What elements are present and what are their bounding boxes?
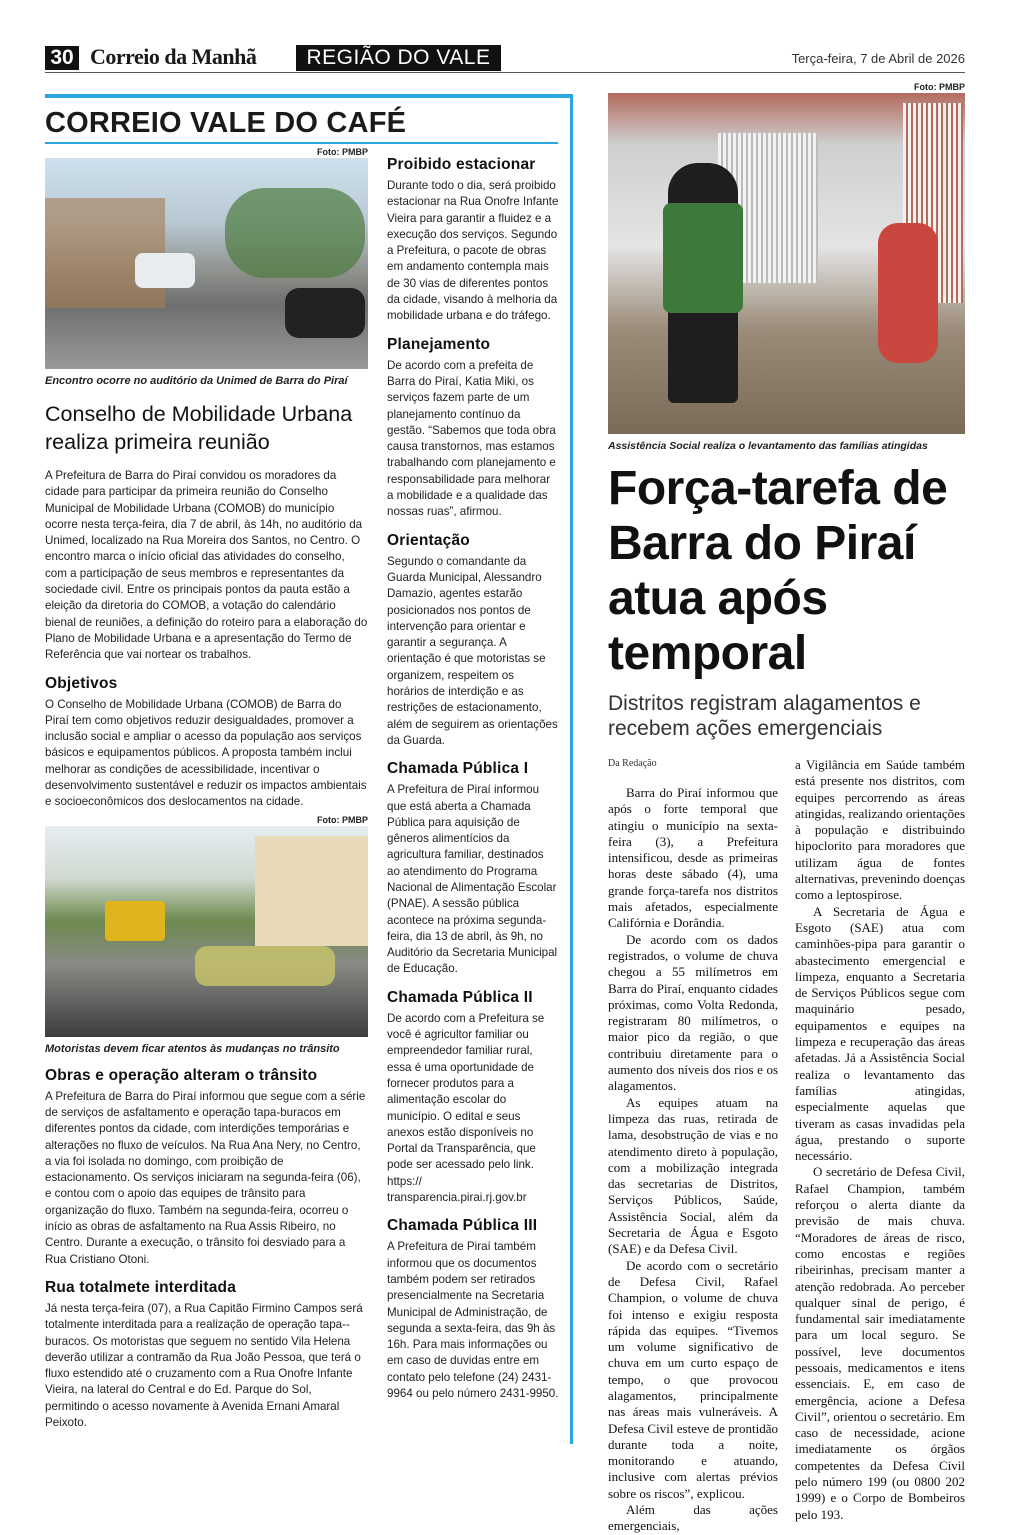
obras-text: A Prefeitura de Barra do Piraí informou que segue com a série de serviços de asfaltamento e operação tapa-buracos em diferentes pontos da cidade, com interdições temporárias e alterações no fluxo de veículos. Na Rua Ana Nery, no Centro, a via foi isolada no domingo, com proibição de estacionamento. Os serviços iniciaram na segunda-feira (06), e contou com o apoio das equipes de trânsito para organização do fluxo. Também na segunda-feira, ocorreu o início as obras de asfaltamento na Rua Assis Ribeiro, no Centro. Durante a execução, o trânsito foi desviado para a Rua Cristiano Otoni. (45, 1089, 366, 1266)
photo-credit: Foto: PMBP (317, 814, 368, 825)
paragraph: As equipes atuam na limpeza das ruas, retirada de lama, desobstrução de vias e no atendimento direto à população, com a mobilização integrada das secretarias de Distritos, Serviços Públicos, Saúde, Assistência Social, além da Secretaria de Água e Esgoto (SAE) e da Defesa Civil. (608, 1094, 778, 1257)
section-title: Orientação (387, 531, 470, 549)
section-title: Chamada Pública II (387, 988, 533, 1006)
article-column-1 (608, 757, 778, 1535)
section-text: De acordo com a Prefeitura se você é agricultor familiar ou empreendedor familiar rural, essa é uma oportunidade de fornecer produtos para a alimentação escolar do município. O edital e seus anexos estão disponíveis no Portal da Transparência, que pode ser acessado pelo link. https:// transparencia.pirai.rj.gov.br (387, 1011, 545, 1205)
left-column (45, 147, 368, 1431)
road-works-photo (45, 826, 368, 1037)
subheading-rua: Rua totalmete interditada (45, 1278, 237, 1296)
section-chamada-2 (387, 988, 559, 1207)
header-divider (45, 72, 965, 73)
byline: Da Redação (608, 758, 657, 769)
subheading-obras: Obras e operação alteram o trânsito (45, 1066, 318, 1084)
photo-caption: Motoristas devem ficar atentos às mudanças no trânsito (45, 1042, 340, 1055)
section-title: Planejamento (387, 335, 491, 353)
box-border-right (570, 94, 573, 1444)
box-title-underline (45, 142, 558, 144)
objetivos-text: O Conselho de Mobilidade Urbana (COMOB) de Barra do Piraí tem como objetivos reduzir desigualdades, promover a inclusão social e ampliar o acesso da população aos serviços básicos e equipamentos públicos. A proposta também inclui melhorar as condições de acessibilidade, incentivar o desenvolvimento sustentável e reduzir os impactos ambientais e socioeconômicos dos deslocamentos na cidade. (45, 697, 367, 809)
rua-text: Já nesta terça-feira (07), a Rua Capitão Firmino Campos será totalmente interditada para a realização de operação tapa--buracos. Os motoristas que seguem no sentido Vila Helena deverão utilizar a contramão da Rua João Pessoa, que terá o fluxo estendido até o cruzamento com a Rua Onofre Infante Vieira, na lateral do Central e do Ed. Parque do Sol, permitindo o acesso novamente à Avenida Ernani Amaral Peixoto. (45, 1301, 363, 1429)
article-body (608, 757, 965, 1535)
street-traffic-photo (45, 158, 368, 369)
section-text: A Prefeitura de Piraí também informou que os documentos também podem ser retirados presencialmente na Secretaria Municipal de Administração, de segunda a sexta-feira, das 9h às 16h. Para mais informações ou em caso de duvidas entre em contato pelo telefone (24) 2431-9964 ou pelo número 2431-9950. (387, 1240, 559, 1400)
section-title: Chamada Pública I (387, 760, 529, 778)
photo-caption: Encontro ocorre no auditório da Unimed de Barra do Piraí (45, 375, 348, 387)
box-border-top (45, 94, 573, 98)
photo-credit: Foto: PMBP (317, 147, 368, 157)
section-title: Chamada Pública III (387, 1217, 538, 1235)
section-proibido (387, 155, 559, 325)
section-title: Proibido estacionar (387, 156, 536, 173)
photo-caption: Assistência Social realiza o levantamento das famílias atingidas (608, 440, 928, 452)
section-orientacao (387, 531, 559, 750)
section-label: REGIÃO DO VALE (296, 45, 501, 71)
paragraph: Além das ações emergenciais, (608, 1502, 778, 1534)
paragraph: O secretário de Defesa Civil, Rafael Champion, também reforçou o alerta diante da previsão de mais chuva. “Moradores de áreas de risco, como encostas e regiões ribeirinhas, precisam manter a atenção redobrada. Ao perceber qualquer sinal de perigo, é fundamental sair imediatamente para um local seguro. Se possível, leve documentos pessoais, medicamentos e itens essenciais. E, em caso de emergência, acione a Defesa Civil”, orientou o secretário. Em caso de necessidade, acione imediatamente os órgãos competentes da Defesa Civil pelo número 199 (ou 0800 202 1999) e o Corpo de Bombeiros pelo 193. (795, 1164, 965, 1522)
main-headline: Força-tarefa de Barra do Piraí atua após temporal (608, 462, 948, 680)
section-chamada-1 (387, 759, 559, 978)
article-intro: A Prefeitura de Barra do Piraí convidou os moradores da cidade para participar da primeira reunião do Conselho Municipal de Mobilidade Urbana (COMOB) do município ocorre nesta terça-feira, dia 7 de abril, às 14h, no auditório da Unimed, localizado na Rua Moreira dos Santos, no Centro. O encontro marca o início oficial das atividades do conselho, com a participação de seus membros e representantes da sociedade civil. Entre os principais pontos da pauta estão a eleição da diretoria do COMOB, a votação do calendário bienal de reuniões, a definição do roteiro para a elaboração do Plano de Mobilidade Urbana e a apresentação do Termo de Referência que vai nortear os trabalhos. (45, 469, 368, 662)
box-title: CORREIO VALE DO CAFÉ (45, 107, 407, 139)
section-text: A Prefeitura de Piraí informou que está aberta a Chamada Pública para aquisição de gêneros alimentícios da agricultura familiar, destinados ao atendimento do Programa Nacional de Alimentação Escolar (PNAE). A sessão pública acontece na próxima segunda-feira, dia 13 de abril, às 9h, no Auditório da Secretaria Municipal de Educação. (387, 783, 558, 976)
paragraph: a Vigilância em Saúde também está presente nos distritos, com equipes percorrendo as áreas atingidas, realizando orientações à população e distribuindo hipoclorito para moradores que utilizam água de fontes alternativas, prevenindo doenças como a leptospirose. (795, 757, 966, 903)
paragraph: Barra do Piraí informou que após o forte temporal que atingiu o município na sexta-feira (3), a Prefeitura intensificou, desde as primeiras horas deste sábado (4), uma grande força-tarefa nos distritos mais afetados, especialmente Califórnia e Dorândia. (608, 785, 778, 931)
paragraph: A Secretaria de Água e Esgoto (SAE) atua com caminhões-pipa para garantir o abastecimento emergencial e limpeza, enquanto a Secretaria de Serviços Públicos segue com maquinário pesado, equipamentos e equipes na limpeza e recuperação das áreas afetadas. Já a Assistência Social realiza o levantamento das famílias atingidas, especialmente aquelas que tiveram as casas invadidas pela água, prestando o suporte necessário. (795, 903, 965, 1164)
paragraph: De acordo com o secretário de Defesa Civil, Rafael Champion, o volume de chuva foi intenso e exigiu resposta rápida das equipes. “Tivemos um volume significativo de chuva em um curto espaço de tempo, o que provocou alagamentos, principalmente nas áreas mais vulneráveis. A Defesa Civil esteve de prontidão durante toda a noite, monitorando e atuando, inclusive com alertas prévios sobre os riscos”, explicou. (608, 1257, 778, 1501)
social-assistance-photo (608, 93, 965, 434)
section-text: Durante todo o dia, será proibido estacionar na Rua Onofre Infante Vieira para garantir a fluidez e a execução dos serviços. Segundo a Prefeitura, o pacote de obras em andamento contempla mais de 30 vias de diferentes pontos da cidade, visando à melhoria da mobilidade urbana e do tráfego. (387, 179, 559, 323)
masthead-logo: Correio da Manhã (90, 44, 257, 69)
paragraph: De acordo com os dados registrados, o volume de chuva chegou a 55 milímetros em Barra do Piraí, enquanto cidades próximas, como Volta Redonda, registraram 80 milímetros, o maior pico da região, o que contribuiu diretamente para o aumento dos níveis dos rios e os alagamentos. (608, 931, 778, 1094)
main-subheadline: Distritos registram alagamentos e recebem ações emergenciais (608, 692, 921, 740)
main-article (608, 82, 965, 1535)
article-headline: Conselho de Mobilidade Urbana realiza primeira reunião (45, 402, 353, 454)
article-column-2 (795, 757, 965, 1535)
middle-column (387, 155, 559, 1402)
section-planejamento (387, 335, 559, 521)
issue-date: Terça-feira, 7 de Abril de 2026 (791, 51, 965, 66)
section-text: Segundo o comandante da Guarda Municipal, Alessandro Damazio, agentes estarão posicionados nos pontos de intervenção para orientar e garantir a segurança. A orientação é que motoristas se organizem, respeitem os horários de interdição e as restrições de estacionamento, além de seguirem as orientações da Guarda. (387, 554, 558, 747)
page-number: 30 (45, 46, 79, 70)
subheading-objetivos: Objetivos (45, 674, 118, 692)
section-text: De acordo com a prefeita de Barra do Piraí, Katia Miki, os serviços fazem parte de um planejamento contínuo da gestão. “Sabemos que toda obra causa transtornos, mas estamos trabalhando com planejamento e responsabilidade para melhorar a mobilidade e a qualidade das nossas ruas”, afirmou. (387, 358, 556, 519)
photo-credit: Foto: PMBP (914, 82, 965, 92)
section-chamada-3 (387, 1216, 559, 1402)
